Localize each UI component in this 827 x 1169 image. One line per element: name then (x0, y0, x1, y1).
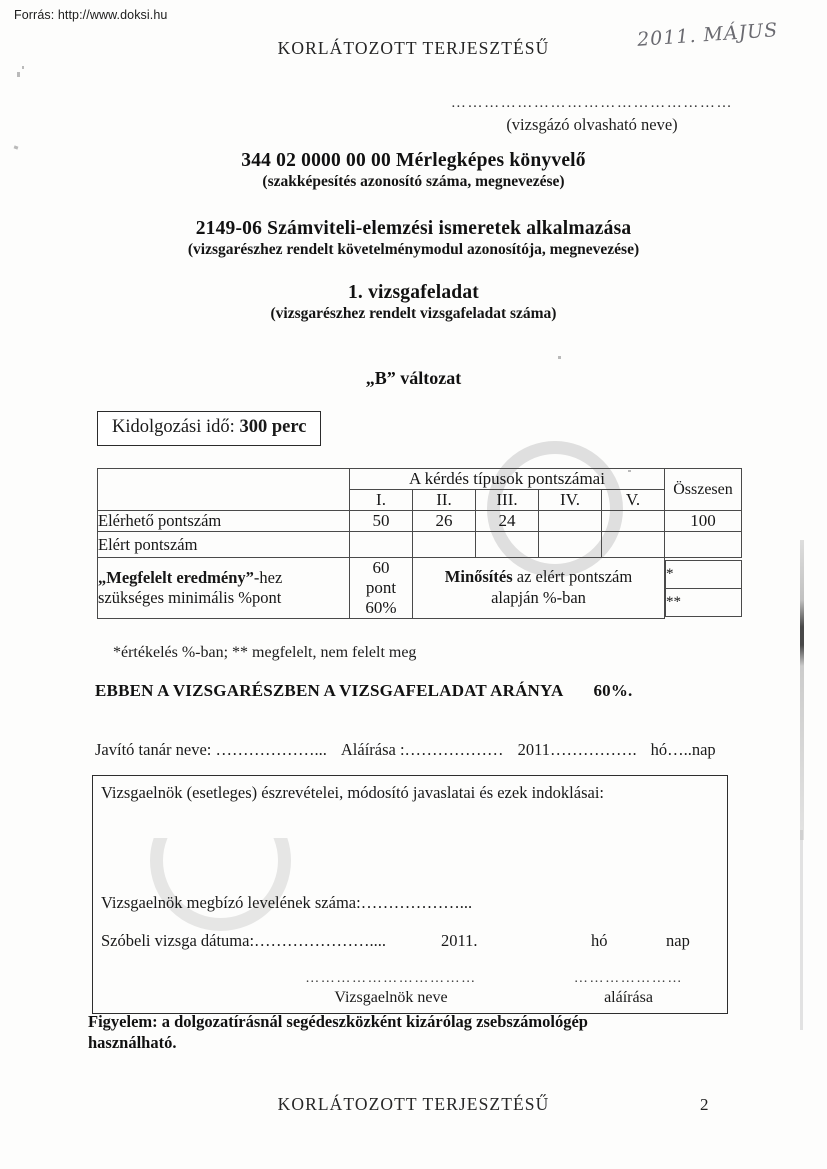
table-row-minimum-requirement (98, 558, 742, 619)
chairman-name-caption: Vizsgaelnök neve (334, 989, 448, 1006)
minimum-requirement-label (98, 558, 350, 619)
minimum-requirement-label-rest: -hez (253, 567, 283, 587)
question-types-group-header: A kérdés típusok pontszámai (350, 469, 665, 490)
achieved-points-1[interactable] (350, 532, 413, 558)
task-number: 1. vizsgafeladat (347, 282, 480, 303)
table-row-available-points (98, 511, 742, 532)
result-cell-double-star[interactable]: ** (666, 588, 742, 616)
chairman-signature-caption: aláírása (604, 989, 653, 1006)
minimum-requirement-points (350, 558, 413, 619)
exam-task-ratio-percent: 60%. (593, 681, 633, 700)
working-time-value: 300 perc (239, 417, 307, 437)
minimum-points-percent: 60% (365, 598, 397, 618)
oral-exam-date-label: Szóbeli vizsga dátuma:………………….... (101, 931, 387, 950)
column-header-total: Összesen (665, 469, 742, 511)
module-code-name: 2149-06 Számviteli-elemzési ismeretek alkalmazása (195, 218, 632, 239)
teacher-signature-label: Aláírása :……………… (340, 740, 504, 759)
available-points-4 (539, 511, 602, 532)
qualification-label-rest: az elért pontszám (512, 567, 633, 587)
minimum-points-value: 60 (372, 558, 390, 577)
qualification-title-block (0, 150, 827, 191)
scan-speck (14, 145, 19, 149)
task-number-caption: (vizsgarészhez rendelt vizsgafeladat száma) (270, 305, 557, 322)
available-points-1: 50 (350, 511, 413, 532)
handwritten-date-annotation: 2011. MÁJUS (636, 19, 779, 51)
exam-task-ratio-text: EBBEN A VIZSGARÉSZBEN A VIZSGAFELADAT ARÁNYA (95, 681, 564, 700)
table-row-achieved-points (98, 532, 742, 558)
teacher-date-year: 2011……………. (517, 740, 637, 759)
column-header-3: III. (476, 490, 539, 511)
restricted-distribution-notice-bottom: KORLÁTOZOTT TERJESZTÉSŰ (277, 1094, 550, 1114)
row-label-achieved-points: Elért pontszám (98, 532, 350, 558)
column-header-1: I. (350, 490, 413, 511)
chairman-name-dotted-line: …………………………… (305, 972, 477, 986)
chairman-signature-field (541, 972, 716, 1007)
available-points-2: 26 (413, 511, 476, 532)
oral-exam-day-label: nap (666, 931, 690, 950)
column-header-4: IV. (539, 490, 602, 511)
module-caption: (vizsgarészhez rendelt követelménymodul azonosítója, megnevezése) (187, 241, 640, 258)
result-cell-single-star[interactable]: * (666, 560, 742, 588)
available-points-total: 100 (665, 511, 742, 532)
chairman-reference-number-label: Vizsgaelnök megbízó levelének száma:………………... (101, 893, 473, 912)
restricted-distribution-notice-top: KORLÁTOZOTT TERJESZTÉSŰ (277, 38, 550, 58)
teacher-date-month-day: hó…..nap (650, 740, 716, 759)
source-url-label: Forrás: http://www.doksi.hu (14, 8, 168, 22)
oral-exam-date-line (101, 931, 721, 951)
qualification-label-bold: Minősítés (444, 567, 513, 587)
module-title-block (0, 218, 827, 259)
column-header-2: II. (413, 490, 476, 511)
scan-artifact-right-edge (800, 540, 804, 840)
scan-speck (17, 72, 20, 77)
minimum-points-unit: pont (365, 578, 397, 598)
row-label-available-points: Elérhető pontszám (98, 511, 350, 532)
chairman-name-signature-field (271, 972, 511, 1007)
result-entry-cells (665, 558, 742, 619)
variant-label: „B” változat (365, 368, 462, 388)
scan-speck (22, 66, 24, 69)
calculator-warning-notice (88, 1011, 748, 1053)
correcting-teacher-line (95, 740, 716, 760)
qualification-label-line2: alapján %-ban (491, 588, 586, 608)
oral-exam-year: 2011. (441, 931, 478, 950)
column-header-5: V. (602, 490, 665, 511)
scan-speck (558, 356, 561, 359)
qualification-description (413, 558, 665, 619)
chairman-notes-label: Vizsgaelnök (esetleges) észrevételei, módosító javaslatai és ezek indoklásai: (101, 783, 604, 802)
chairman-signature-dotted-line: ………………… (573, 972, 684, 986)
achieved-points-total[interactable] (665, 532, 742, 558)
working-time-box (97, 411, 321, 446)
achieved-points-4[interactable] (539, 532, 602, 558)
qualification-code-name: 344 02 0000 00 00 Mérlegképes könyvelő (241, 150, 586, 171)
score-summary-table (97, 468, 742, 619)
warning-line-1: Figyelem: a dolgozatírásnál segédeszközként kizárólag zsebszámológép (88, 1012, 588, 1031)
page-number: 2 (700, 1095, 709, 1114)
available-points-5 (602, 511, 665, 532)
achieved-points-3[interactable] (476, 532, 539, 558)
candidate-name-dotted-line: …………………………………………… (450, 96, 734, 111)
score-table-footnote: *értékelés %-ban; ** megfelelt, nem felelt meg (113, 644, 417, 661)
available-points-3: 24 (476, 511, 539, 532)
exam-task-ratio-line (95, 681, 633, 701)
achieved-points-2[interactable] (413, 532, 476, 558)
task-number-block (0, 282, 827, 323)
minimum-requirement-label-bold: „Megfelelt eredmény” (98, 567, 254, 587)
oral-exam-month-label: hó (591, 931, 608, 950)
exam-chairman-box (92, 775, 728, 1014)
variant-block (0, 368, 827, 389)
table-row-group-header (98, 469, 742, 490)
candidate-name-caption: (vizsgázó olvasható neve) (506, 115, 678, 134)
table-corner-blank (98, 469, 350, 511)
minimum-requirement-label-line2: szükséges minimális %pont (98, 588, 282, 608)
teacher-name-label: Javító tanár neve: ………………... (95, 740, 327, 759)
achieved-points-5[interactable] (602, 532, 665, 558)
warning-line-2: használható. (88, 1033, 177, 1053)
qualification-caption: (szakképesítés azonosító száma, megnevezése) (262, 173, 565, 190)
working-time-label: Kidolgozási idő: (112, 417, 240, 437)
candidate-name-field (447, 96, 737, 135)
scan-artifact-right-edge-lower (800, 830, 803, 1030)
